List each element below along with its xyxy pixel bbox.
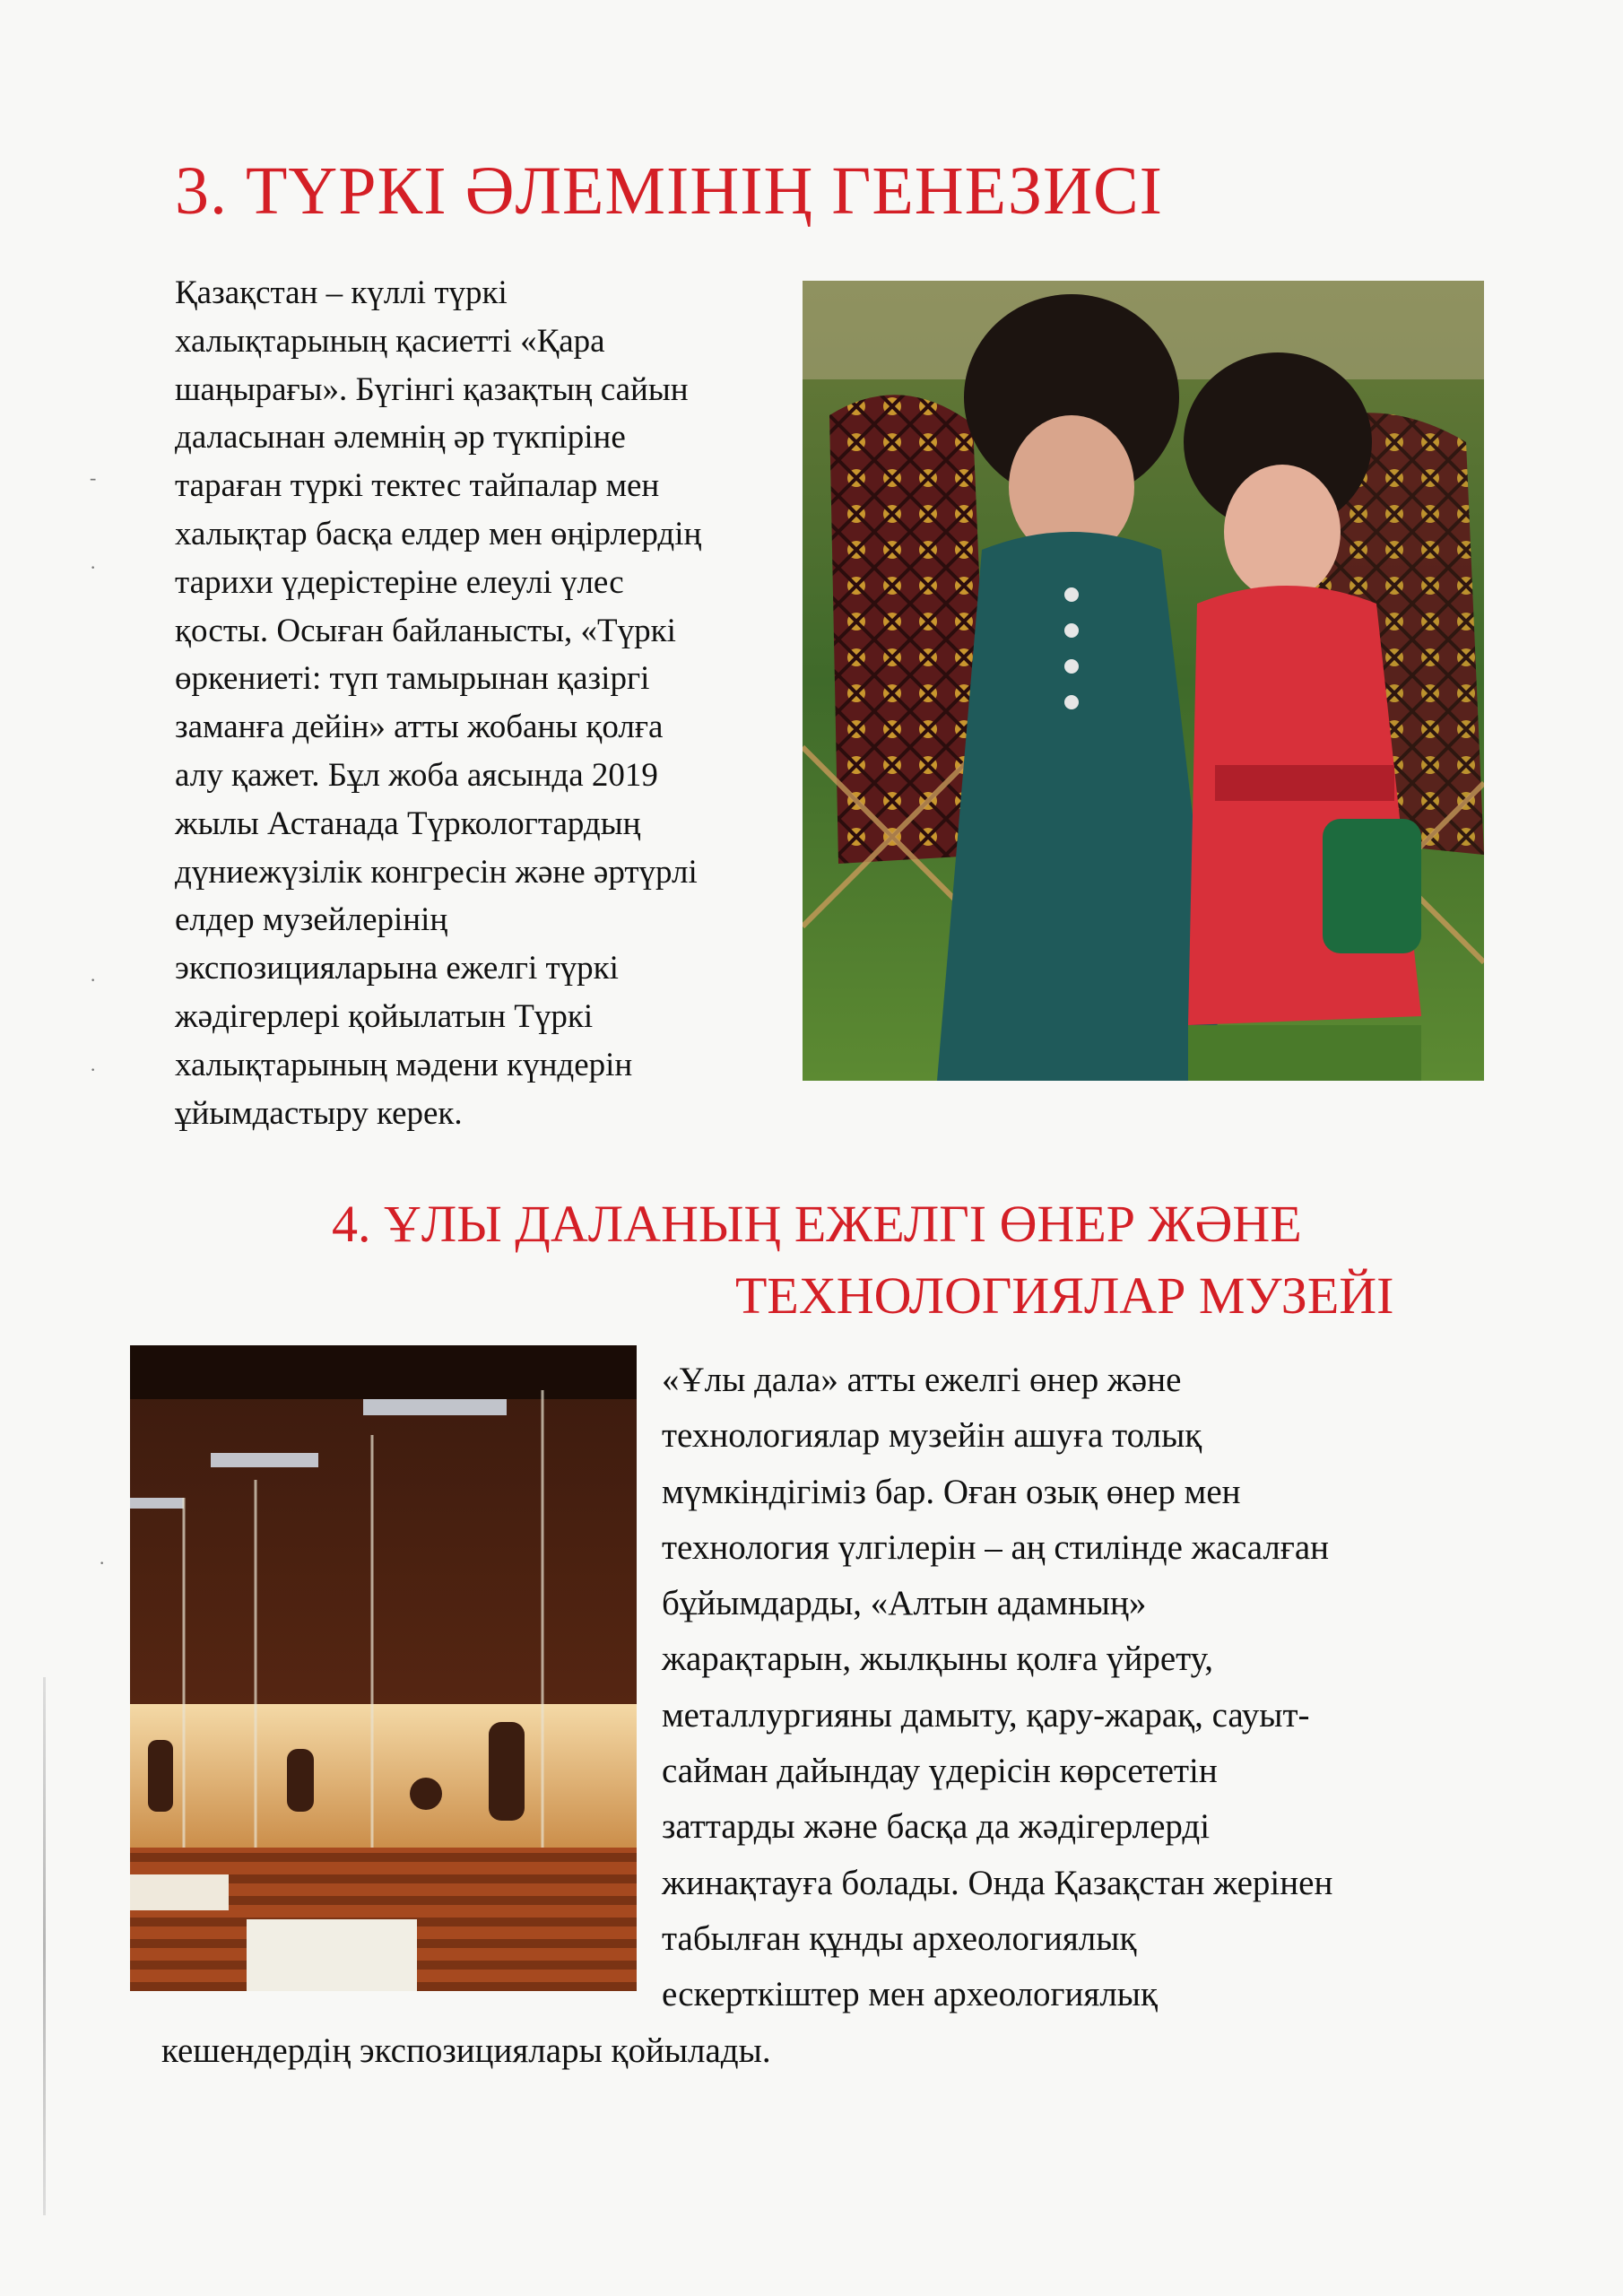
scan-mark: · [90,556,97,578]
text-line: жарақтарын, жылқыны қолға үйрету, [662,1639,1214,1679]
text-line: бұйымдарды, «Алтын адамның» [662,1584,1147,1623]
text-line: ұйымдастыру керек. [175,1094,463,1132]
text-line: ескерткіштер мен археологиялық [662,1975,1158,2014]
text-line: халықтар басқа елдер мен өңірлердің [175,515,702,552]
scan-mark: - [90,466,97,489]
text-line: технологиялар музейін ашуға толық [662,1416,1202,1456]
text-line: заттарды және басқа да жәдігерлерді [662,1807,1211,1847]
text-line: экспозицияларына ежелгі түркі [175,950,619,987]
scan-mark: · [99,1552,106,1574]
text-line: тараған түркі тектес тайпалар мен [175,467,660,505]
section-4-last-line: кешендердің экспозициялары қойылады. [161,2031,771,2070]
section-3-paragraph [175,269,785,1137]
scan-edge-shadow [43,1677,46,2215]
text-line: шаңырағы». Бүгінгі қазақтың сайын [175,370,689,408]
text-line: дүниежүзілік конгресін және әртүрлі [175,853,698,891]
museum-exhibition-hall-photo [130,1345,637,1991]
scan-mark: · [90,969,97,991]
text-line: Қазақстан – күллі түркі [175,274,508,311]
text-line: алу қажет. Бұл жоба аясында 2019 [175,756,658,794]
text-line: өркениеті: түп тамырынан қазіргі [175,660,650,698]
text-line: халықтарының қасиетті «Қара [175,322,605,360]
section-3-heading: 3. ТҮРКІ ӘЛЕМІНІҢ ГЕНЕЗИСІ [175,153,1163,229]
children-in-traditional-costume-photo [803,281,1484,1081]
text-line: қосты. Осыған байланысты, «Түркі [175,612,676,649]
text-line: жылы Астанада Түркологтардың [175,804,641,842]
text-line: металлургияны дамыту, қару-жарақ, сауыт- [662,1695,1310,1735]
text-line: заманға дейін» атты жобаны қолға [175,709,664,746]
scan-mark: · [90,1058,97,1081]
text-line: тарихи үдерістеріне елеулі үлес [175,563,624,601]
text-line: «Ұлы дала» атты ежелгі өнер және [662,1361,1182,1399]
text-line: жәдігерлері қойылатын Түркі [175,997,594,1035]
text-line: мүмкіндігіміз бар. Оған озық өнер мен [662,1472,1241,1511]
text-line: халықтарының мәдени күндерін [175,1046,633,1083]
text-line: жинақтауға болады. Онда Қазақстан жерінен [662,1863,1333,1902]
text-line: технология үлгілерін – аң стилінде жасалған [662,1527,1330,1567]
text-line: даласынан әлемнің әр түкпіріне [175,419,626,457]
text-line: сайман дайындау үдерісін көрсететін [662,1752,1218,1791]
section-4-heading-line-2: ТЕХНОЛОГИЯЛАР МУЗЕЙІ [735,1266,1394,1325]
text-line: табылған құнды археологиялық [662,1918,1137,1958]
section-4-paragraph [662,1352,1558,2023]
text-line: елдер музейлерінің [175,901,448,939]
section-4-heading-line-1: 4. ҰЛЫ ДАЛАНЫҢ ЕЖЕЛГІ ӨНЕР ЖӘНЕ [332,1195,1302,1253]
